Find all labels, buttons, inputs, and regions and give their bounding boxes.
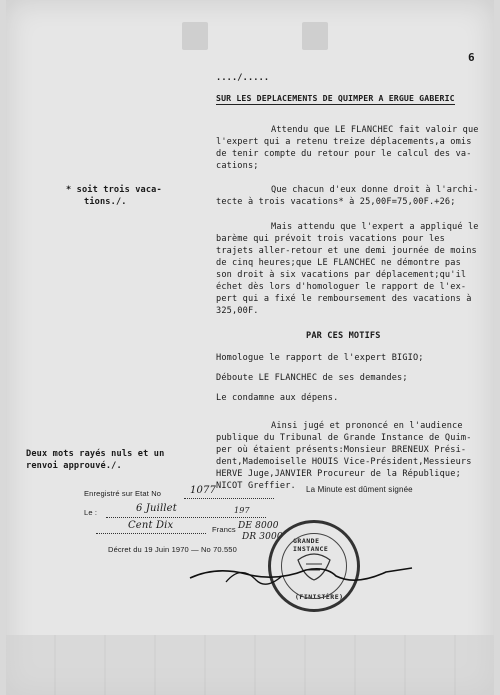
paragraph-3-line: de cinq heures;que LE FLANCHEC ne démontre pas	[216, 258, 461, 268]
paragraph-3-line: trajets aller-retour et une demi journée de moins	[216, 246, 477, 256]
paragraph-1-line: de tenir compte du retour pour le calcul des va-	[216, 149, 472, 159]
paragraph-2-line: tecte à trois vacations* à 25,00F=75,00F.+26;	[216, 197, 456, 207]
registration-label: Enregistré sur Etat No	[84, 489, 162, 498]
closing-line: NICOT Greffier.	[216, 481, 296, 491]
decision-line: Homologue le rapport de l'expert BIGIO;	[216, 353, 424, 363]
paragraph-1-line: l'expert qui a retenu treize déplacements,a omis	[216, 137, 472, 147]
amount-value-1: DE 8000	[238, 521, 279, 531]
closing-line: dent,Mademoiselle HOUIS Vice-Président,Messieurs	[216, 457, 472, 467]
margin-note-line: * soit trois vaca-	[66, 185, 162, 195]
amount-words: Cent Dix	[128, 520, 174, 531]
paragraph-3-line: pert qui a fixé le remboursement des vacations à	[216, 294, 472, 304]
paragraph-1-line: cations;	[216, 161, 259, 171]
paragraph-3-line: 325,00F.	[216, 306, 259, 316]
registration-year: 197	[234, 506, 250, 515]
seal-bottom-text: (FINISTÈRE)	[295, 593, 344, 601]
section-heading: SUR LES DEPLACEMENTS DE QUIMPER A ERGUE GABERIC	[216, 93, 455, 103]
date-line	[106, 517, 266, 518]
closing-line: HERVE Juge,JANVIER Procureur de la République;	[216, 469, 461, 479]
margin-note-line: tions./.	[84, 197, 127, 207]
paragraph-3-line: son droit à six vacations par déplacement;qu'il	[216, 270, 467, 280]
motifs-title: PAR CES MOTIFS	[306, 331, 381, 341]
paragraph-3-line: barème qui prévoit trois vacations pour les	[216, 234, 445, 244]
registration-date: 6 Juillet	[136, 503, 177, 514]
punch-hole-mark	[182, 22, 208, 50]
decree-note: Décret du 19 Juin 1970 — No 70.550	[108, 545, 237, 554]
closing-line: per où étaient présents:Monsieur BRENEUX Prési-	[216, 445, 467, 455]
continuation-mark: ..../.....	[216, 73, 270, 83]
margin-note-line: Deux mots rayés nuls et un	[26, 449, 165, 459]
paragraph-3-line: échet dès lors d'homologuer le rapport de l'ex-	[216, 282, 467, 292]
minute-note: La Minute est dûment signée	[306, 485, 413, 494]
document-page	[6, 0, 494, 695]
margin-note-line: renvoi approuvé./.	[26, 461, 122, 471]
date-label: Le :	[84, 508, 98, 517]
registration-number-line	[184, 498, 274, 499]
seal-top-text: GRANDE INSTANCE	[293, 537, 329, 553]
amount-value-2: DR 3000	[242, 532, 283, 542]
registration-number: 1077	[190, 485, 217, 496]
amount-line	[96, 533, 206, 534]
closing-line: publique du Tribunal de Grande Instance de Quim-	[216, 433, 472, 443]
paragraph-2-line: Que chacun d'eux donne droit à l'archi-	[271, 185, 479, 195]
page-number: 6	[468, 51, 475, 64]
paragraph-3-line: Mais attendu que l'expert a appliqué le	[271, 222, 479, 232]
punch-hole-mark	[302, 22, 328, 50]
signature-icon	[186, 556, 416, 596]
decision-line: Déboute LE FLANCHEC de ses demandes;	[216, 373, 408, 383]
closing-line: Ainsi jugé et prononcé en l'audience	[271, 421, 463, 431]
francs-label: Francs	[212, 525, 236, 534]
bottom-filing-strip	[6, 635, 494, 695]
decision-line: Le condamne aux dépens.	[216, 393, 339, 403]
paragraph-1-line: Attendu que LE FLANCHEC fait valoir que	[271, 125, 479, 135]
